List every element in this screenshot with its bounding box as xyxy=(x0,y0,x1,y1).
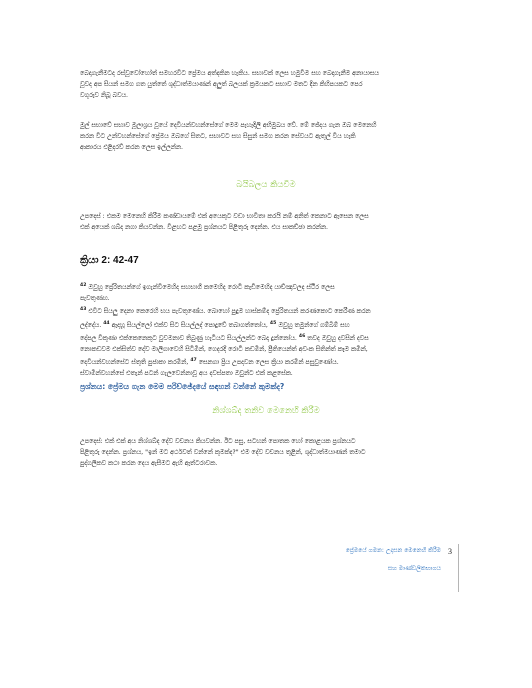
text-line: ඇදහූ සියල්ලෝ එක්ව සිට සියල්ලද් පොදුවේ තබාගත්තෝය, xyxy=(111,321,268,329)
text-line: පැවතුණහ. xyxy=(80,295,110,303)
text-line: දේපල විකුණා එක්කෙනෙකුට වුවමනාව තිබුණු හැටියට සියල්ලන්ට බෙදා දුන්නෝය. xyxy=(80,334,297,342)
verse-number: 45 xyxy=(269,320,277,326)
text-line: සෙනගා ප්‍රිය උපදවන ලෙස ක්‍රියා කරමින් පසුවුණෝය. xyxy=(198,359,339,367)
page-number: 3 xyxy=(448,547,452,556)
text-line: එක් අයෙක් ශබ්ද නගා කියවන්න. විළඟට පළමු ප්‍රශ්නයට පිළිතුරු දෙන්න. එය සාකච්ඡා කරන්න. xyxy=(80,224,329,232)
text-line: එවිට සියලු දෙනා කෙරෙහි භය පැවතුණේය. බොහෝ පුදුම හාස්කම්ද ප්‍රේරිතයන් කරණකොට කෙරීණ කරන xyxy=(88,308,371,316)
text-line: පිළිතුරු දෙන්න. ප්‍රශ්නය, "ඉන් මට අර්ථවත් වන්නේ කුමක්ද?" එම දේව වචනය තුළින්, ශුද්ධාත්මයාණන් තමාට xyxy=(80,449,366,457)
text-line: බෙදාගැනීමටද රස්වූවෝහෝත් සමහරවිට ප්‍රේමය අත්දකින හැකිය. සභාවක් ලෙස හමුවීම සහ බෙදාගැනීම අනායාසය xyxy=(80,70,379,77)
scripture-reference: ක්‍රියා 2: 42-47 xyxy=(80,255,139,266)
text-line: වගුරුව නිබූ බවය. xyxy=(80,92,128,100)
scripture-passage xyxy=(80,280,452,380)
silent-meditation-heading: නිශ්ශබ්ද තනිව මෙනෙහි කිරීම xyxy=(212,406,320,416)
verse-number: 43 xyxy=(80,307,87,313)
text-line: ඔවුහු තමුන්ගේ ගම්බිම් සහ xyxy=(278,321,350,329)
text-line: ස්වාමීන්වහන්සේ එතැන් පටන් ගැලවෙන්නාවූ අය දවස්පතා ඔවුන්ට එක් කළසේක. xyxy=(80,370,293,378)
text-line: ලද්දේය. xyxy=(80,321,102,329)
footer-divider xyxy=(458,544,459,592)
text-line: නොකඩවම එක්සිත්ව දේව මාලිගාවෙහි සිටිමින්, ගෙදරදී රොටි කඩමින්, ප්‍රීතියෙන්ත් අවංක සිතින්ත් කෑම කමින්, xyxy=(80,346,368,354)
bible-reading-heading: බයිබලය කියවීම xyxy=(236,180,296,190)
meditation-instructions xyxy=(80,436,452,470)
verse-number: 42 xyxy=(80,283,87,288)
text-line: උපදෙස්: එක් එක් අය නිශ්ශබ්ද දේව වචනය කියවන්න. ඊට පසු, සටහන් පොතක හෝ කොළයක ප්‍රශ්නයට xyxy=(80,438,356,445)
text-line: ඔවුහු ප්‍රේරිතයන්ගේ ඉගැන්වීමෙහිද සහභාගී කමෙහිද රොටි කැඩීමෙහිද යාච්ඤාවලද ස්ථිර ලෙස xyxy=(88,284,335,291)
text-line: තවද ඔවුහු දවසින් දවස xyxy=(307,334,369,342)
text-line: උපදෙස් : එකම මෙනෙහි කිරීම කණ්ඩායමේ එක් අයෙකුට වඩා භාවිතා කරයි නම් අනිත් කෙනාට ඇසෙන ලෙස xyxy=(80,213,369,220)
text-line: දෙවියන්වහන්සේට ස්තුති පුජාකා කරමින්, xyxy=(80,359,189,367)
text-line: කරන විට උන්වහන්සේගේ ප්‍රේමය ඔබගේ සිතට, සභාවට සහ සිසුන් සමග කරන සේවයට ඇතුල් විය හැකි xyxy=(80,133,356,141)
verse-number: 44 xyxy=(103,320,110,326)
text-line: ආකාරය එළිදරව් කරන ලෙස ඉල්ලන්න. xyxy=(80,144,183,152)
reading-instructions xyxy=(80,211,452,233)
footer-title-line2: සහ මාණ්ඩලිකභාගය xyxy=(387,565,441,572)
footer-title-line1: ප්‍රේමයේ ගමන: උදාසන මෙනෙහි කිරීම xyxy=(345,547,441,554)
verse-number: 47 xyxy=(190,358,197,364)
intro-paragraph-2 xyxy=(80,120,452,154)
intro-paragraph-1 xyxy=(80,68,452,102)
text-line: මුල් සභාවේ සභාව මූලාශ්‍රය වූයේ දෙවියන්වහන්සේගේ මෙම පැහැදිලි අභිමුඛය වේ. මේ ජේදය ගැන ඔබ මෙනෙහි xyxy=(80,122,377,129)
text-line: වූවද අප සියන් සමග ගත යුත්තේ ශුද්ධාත්මයාණන් අලුත් බලයක් ක්‍රමයකට සභාව මතට දින කිහිපයකට පෙර xyxy=(80,81,363,89)
verse-number: 46 xyxy=(298,333,306,339)
text-line: පුද්ගලිකව කථා කරන දෙය ඇසීමට ඇහි ඇත්ටරාවක. xyxy=(80,460,218,468)
discussion-question: ප්‍රශ්නය: ප්‍රේමය ගැන මෙම පරිච්ඡේදයේ සඳහන් වන්නේ කුමක්ද? xyxy=(80,382,285,391)
